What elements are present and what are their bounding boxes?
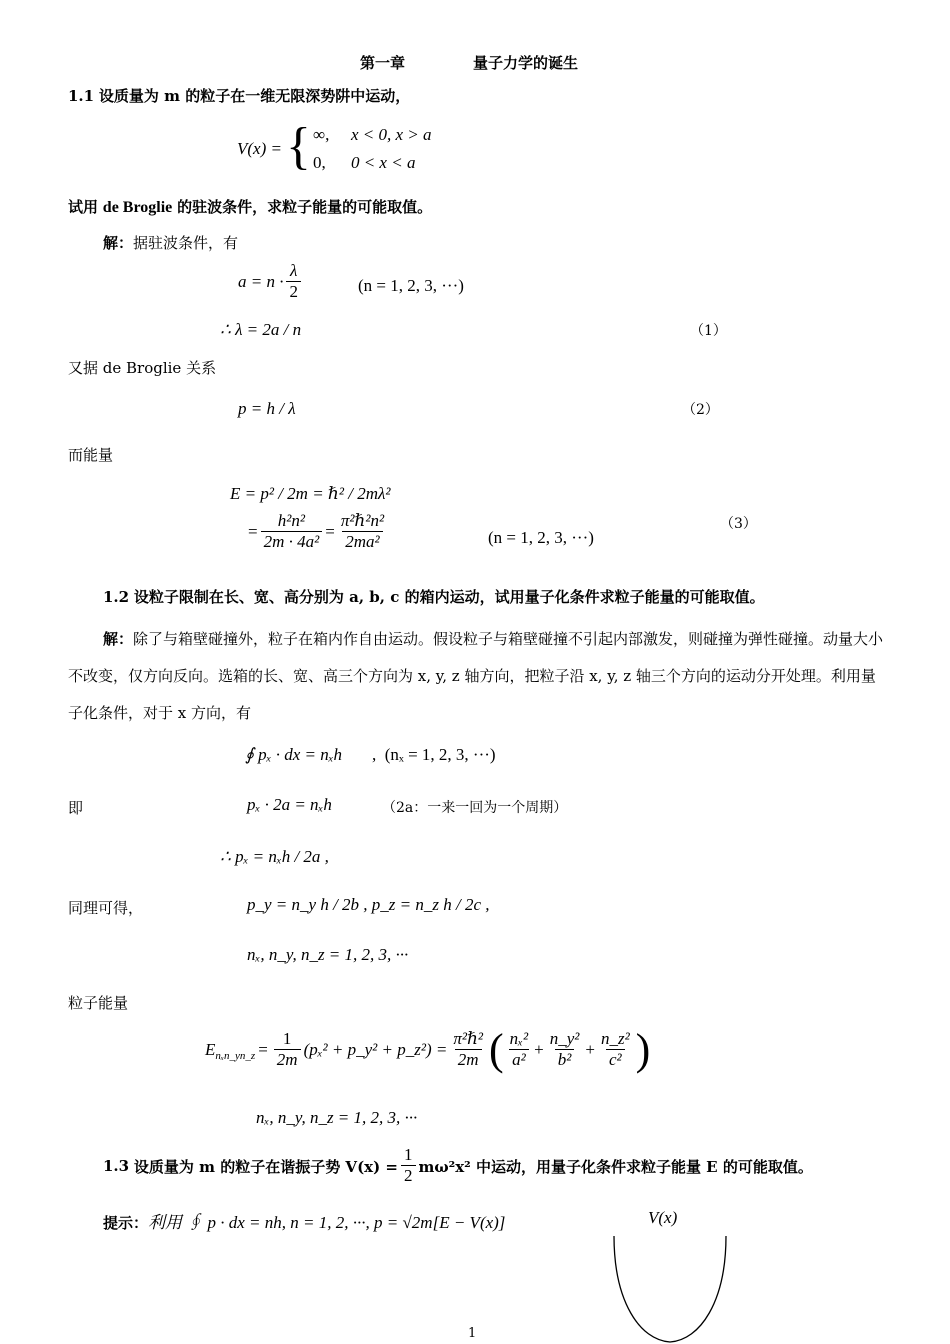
potential-graph-label: V(x) [648,1208,678,1227]
q11-debroglie-intro: 又据 de Broglie 关系 [68,359,217,377]
q11-eq1: a = n · $\frac{\lambda}{2}$ [238,262,304,302]
q12-eq-pypz: p_y = n_y h / 2b , p_z = n_z h / 2c , [247,895,490,914]
harmonic-potential-curve [600,1232,740,1344]
q12-energy-label: 粒子能量 [68,994,129,1012]
q12-solution-paragraph: 解：除了与箱壁碰撞外，粒子在箱内作自由运动。假设粒子与箱壁碰撞不引起内部激发，则碰撞为弹性碰撞。动量大小不改变，仅方向反向。选箱的长、宽、高三个方向为 x, y, z 轴方向，把粒子沿 x, y, z 轴三个方向的运动分开处理。利用量子化条件，对于 x 方向，有 [68,630,884,722]
q11-eq-lambda: ∴ λ = 2a / n [220,320,302,339]
eq-tag-3: （3） [720,516,757,532]
chapter-label: 第一章 [360,54,406,72]
q12-eq-ns2: nₓ, n_y, n_z = 1, 2, 3, ··· [256,1108,418,1127]
q11-eq-energy-line2: = $\frac{\text{h²n²}}{\text{2m · 4a²}}$ = $\frac{\text{π²ℏ²n²}}{\text{2ma²}}$ [248,511,385,551]
q11-solution-intro: 解：据驻波条件，有 [103,234,239,252]
q12-eq-energy: E $_{n_xn\_yn\_z}$ = $\frac{1}{2m}$ (pₓ² + p_y² + p_z²) = $\frac{\text{π²ℏ²}}{2m}$ ( $\frac{\text{nₓ²}}{\text{a²}}$ + $\frac{\text{n\_y²}}{\text{b²}}$ + $\frac{\text{n\_z²}}{\text{c²}}$ ) [205,1025,651,1074]
q11-energy-intro: 而能量 [68,446,114,464]
q11-statement: 1.1 设质量为 m 的粒子在一维无限深势阱中运动， [68,87,411,105]
q12-eq-ns: nₓ, n_y, n_z = 1, 2, 3, ··· [247,945,409,964]
chapter-title: 量子力学的诞生 [473,54,579,72]
q11-potential-eq: V(x) = { ∞, x < 0, x > a 0, 0 < x < a [237,118,432,175]
q11-question: 试用 de Broglie 的驻波条件，求粒子能量的可能取值。 [68,198,433,216]
q13-hint: 提示：利用 ∮ p · dx = nh, n = 1, 2, ···, p = √2m[E − V(x)] [103,1213,506,1232]
q12-period-note: （2a：一来一回为一个周期） [382,800,568,816]
q12-eq-contour: ∮ pₓ · dx = nₓh [245,745,343,764]
eq-tag-2: （2） [682,402,719,418]
q12-eq-period: pₓ · 2a = nₓh [247,795,332,814]
q11-eq-p: p = h / λ [238,399,296,418]
q11-eq-energy-range: (n = 1, 2, 3, ···) [488,528,594,547]
q11-eq1-range: (n = 1, 2, 3, ···) [358,276,464,295]
q12-tongli-label: 同理可得， [68,899,144,917]
eq-tag-1: （1） [690,323,727,339]
q12-statement: 1.2 设粒子限制在长、宽、高分别为 a, b, c 的箱内运动，试用量子化条件求粒子能量的可能取值。 [103,588,765,606]
q13-statement: 1.3 设质量为 m 的粒子在谐振子势 V(x) = $\frac{1}{2}$ mω²x² 中运动，用量子化条件求粒子能量 E 的可能取值。 [103,1145,813,1185]
page-number: 1 [468,1326,477,1341]
q12-eq-px: ∴ pₓ = nₓh / 2a , [220,847,329,866]
q11-eq-energy-line1: E = p² / 2m = ℏ² / 2mλ² [230,484,391,503]
q12-eq-contour-range: , (nₓ = 1, 2, 3, ···) [372,745,496,764]
q12-ji-label: 即 [68,799,84,817]
